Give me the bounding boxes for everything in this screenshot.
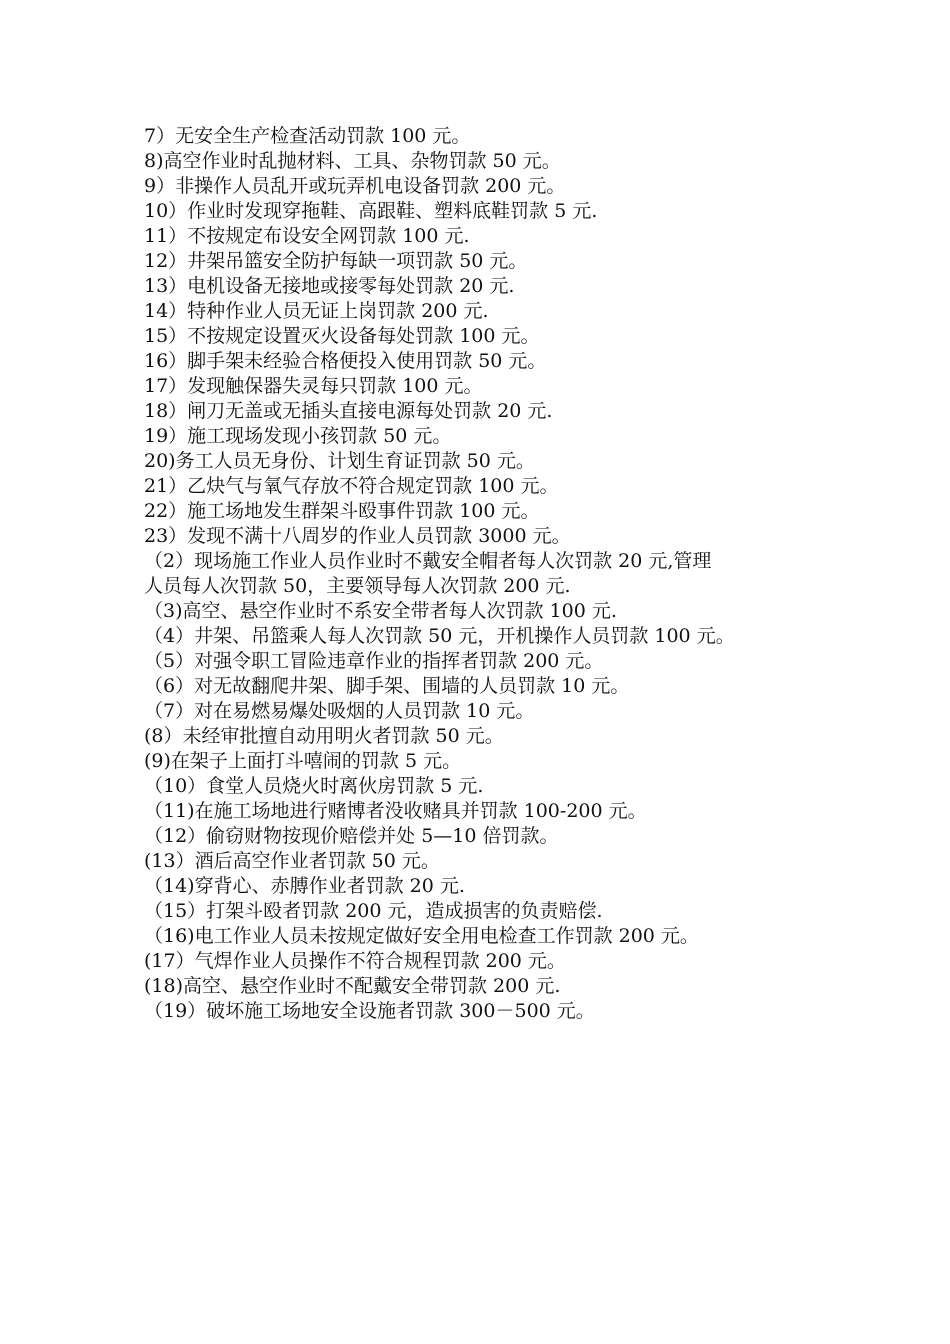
penalty-line: 9）非操作人员乱开或玩弄机电设备罚款 200 元。 [144, 175, 566, 197]
penalty-line: 18）闸刀无盖或无插头直接电源每处罚款 20 元. [144, 400, 553, 422]
penalty-line: （16)电工作业人员未按规定做好安全用电检查工作罚款 200 元。 [144, 925, 699, 947]
penalty-line: 12）井架吊篮安全防护每缺一项罚款 50 元。 [144, 250, 528, 272]
penalty-line: (17）气焊作业人员操作不符合规程罚款 200 元。 [144, 950, 566, 972]
penalty-line: 10）作业时发现穿拖鞋、高跟鞋、塑料底鞋罚款 5 元. [144, 200, 598, 222]
penalty-line: （11)在施工场地进行赌博者没收赌具并罚款 100-200 元。 [144, 800, 647, 822]
penalty-line: (18)高空、悬空作业时不配戴安全带罚款 200 元. [144, 975, 561, 997]
penalty-line: 16）脚手架未经验合格便投入使用罚款 50 元。 [144, 350, 547, 372]
penalty-line: 22）施工场地发生群架斗殴事件罚款 100 元。 [144, 500, 540, 522]
penalty-line: 13）电机设备无接地或接零每处罚款 20 元. [144, 275, 515, 297]
penalty-line: （4）井架、吊篮乘人每人次罚款 50 元，开机操作人员罚款 100 元。 [144, 625, 735, 647]
penalty-line: (9)在架子上面打斗嘻闹的罚款 5 元。 [144, 750, 462, 772]
penalty-line: (8）未经审批擅自动用明火者罚款 50 元。 [144, 725, 504, 747]
penalty-line: 7）无安全生产检查活动罚款 100 元。 [144, 125, 471, 147]
document-body [144, 124, 824, 1024]
penalty-line: 19）施工现场发现小孩罚款 50 元。 [144, 425, 452, 447]
penalty-line: （3)高空、悬空作业时不系安全带者每人次罚款 100 元. [144, 600, 617, 622]
penalty-line: 8)高空作业时乱抛材料、工具、杂物罚款 50 元。 [144, 150, 561, 172]
penalty-line: 11）不按规定布设安全网罚款 100 元. [144, 225, 470, 247]
penalty-line: 20)务工人员无身份、计划生育证罚款 50 元。 [144, 450, 535, 472]
penalty-line: （5）对强令职工冒险违章作业的指挥者罚款 200 元。 [144, 650, 604, 672]
penalty-line: 23）发现不满十八周岁的作业人员罚款 3000 元。 [144, 525, 571, 547]
penalty-line: （14)穿背心、赤膊作业者罚款 20 元. [144, 875, 465, 897]
penalty-line: 21）乙炔气与氧气存放不符合规定罚款 100 元。 [144, 475, 559, 497]
penalty-line: 17）发现触保器失灵每只罚款 100 元。 [144, 375, 483, 397]
penalty-line: (13）酒后高空作业者罚款 50 元。 [144, 850, 440, 872]
penalty-line: 15）不按规定设置灭火设备每处罚款 100 元。 [144, 325, 540, 347]
penalty-line: 14）特种作业人员无证上岗罚款 200 元. [144, 300, 489, 322]
penalty-line: （15）打架斗殴者罚款 200 元，造成损害的负责赔偿. [144, 900, 603, 922]
penalty-line: （10）食堂人员烧火时离伙房罚款 5 元. [144, 775, 484, 797]
penalty-line-continuation: 人员每人次罚款 50，主要领导每人次罚款 200 元. [144, 575, 571, 597]
penalty-line: （19）破坏施工场地安全设施者罚款 300－500 元。 [144, 1000, 595, 1022]
penalty-line: （6）对无故翻爬井架、脚手架、围墙的人员罚款 10 元。 [144, 675, 630, 697]
penalty-line: （12）偷窃财物按现价赔偿并处 5—10 倍罚款。 [144, 825, 559, 847]
penalty-line: （2）现场施工作业人员作业时不戴安全帽者每人次罚款 20 元,管理 [144, 550, 712, 572]
penalty-line: （7）对在易燃易爆处吸烟的人员罚款 10 元。 [144, 700, 535, 722]
